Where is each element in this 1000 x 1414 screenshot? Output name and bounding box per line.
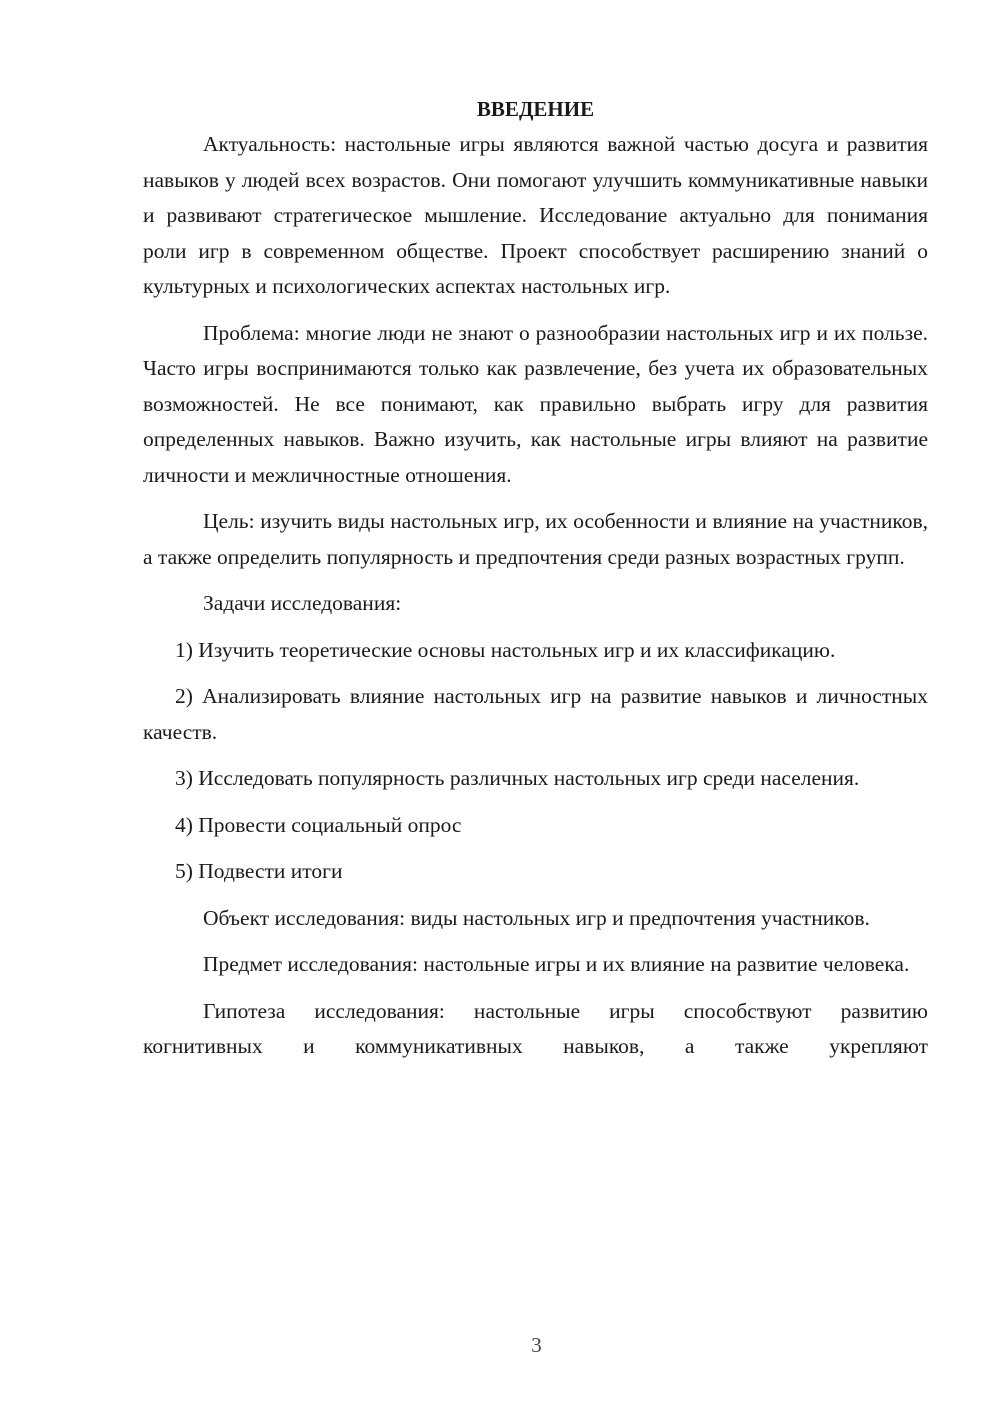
tasks-heading: Задачи исследования: <box>203 591 402 615</box>
task-item: 2) Анализировать влияние настольных игр на развитие навыков и личностных качеств. <box>143 684 928 744</box>
page-body <box>143 92 928 1065</box>
page-number: 3 <box>531 1333 542 1357</box>
task-item: 3) Исследовать популярность различных настольных игр среди населения. <box>175 766 860 790</box>
problem-paragraph: Проблема: многие люди не знают о разнообразии настольных игр и их пользе. Часто игры воспринимаются только как развлечение, без учета их образовательных возможностей. Не все понимают, как правильно выбрать игру для развития определенных навыков. Важно изучить, как настольные игры влияют на развитие личности и межличностные отношения. <box>143 320 928 487</box>
subject-paragraph: Предмет исследования: настольные игры и их влияние на развитие человека. <box>203 952 910 976</box>
task-item: 4) Провести социальный опрос <box>175 812 462 837</box>
task-item: 5) Подвести итоги <box>175 859 343 883</box>
relevance-paragraph: Актуальность: настольные игры являются важной частью досуга и развития навыков у людей всех возрастов. Они помогают улучшить коммуникативные навыки и развивают стратегическое мышление. Исследование актуально для понимания роли игр в современном обществе. Проект способствует расширению знаний о культурных и психологических аспектах настольных игр. <box>143 132 928 298</box>
task-item: 1) Изучить теоретические основы настольных игр и их классификацию. <box>175 637 836 662</box>
hypothesis-paragraph: Гипотеза исследования: настольные игры способствуют развитию когнитивных и коммуникативных навыков, а также укрепляют <box>143 998 928 1058</box>
section-title: ВВЕДЕНИЕ <box>476 97 595 121</box>
goal-paragraph: Цель: изучить виды настольных игр, их особенности и влияние на участников, а также определить популярность и предпочтения среди разных возрастных групп. <box>143 509 928 569</box>
object-paragraph: Объект исследования: виды настольных игр и предпочтения участников. <box>203 905 870 930</box>
